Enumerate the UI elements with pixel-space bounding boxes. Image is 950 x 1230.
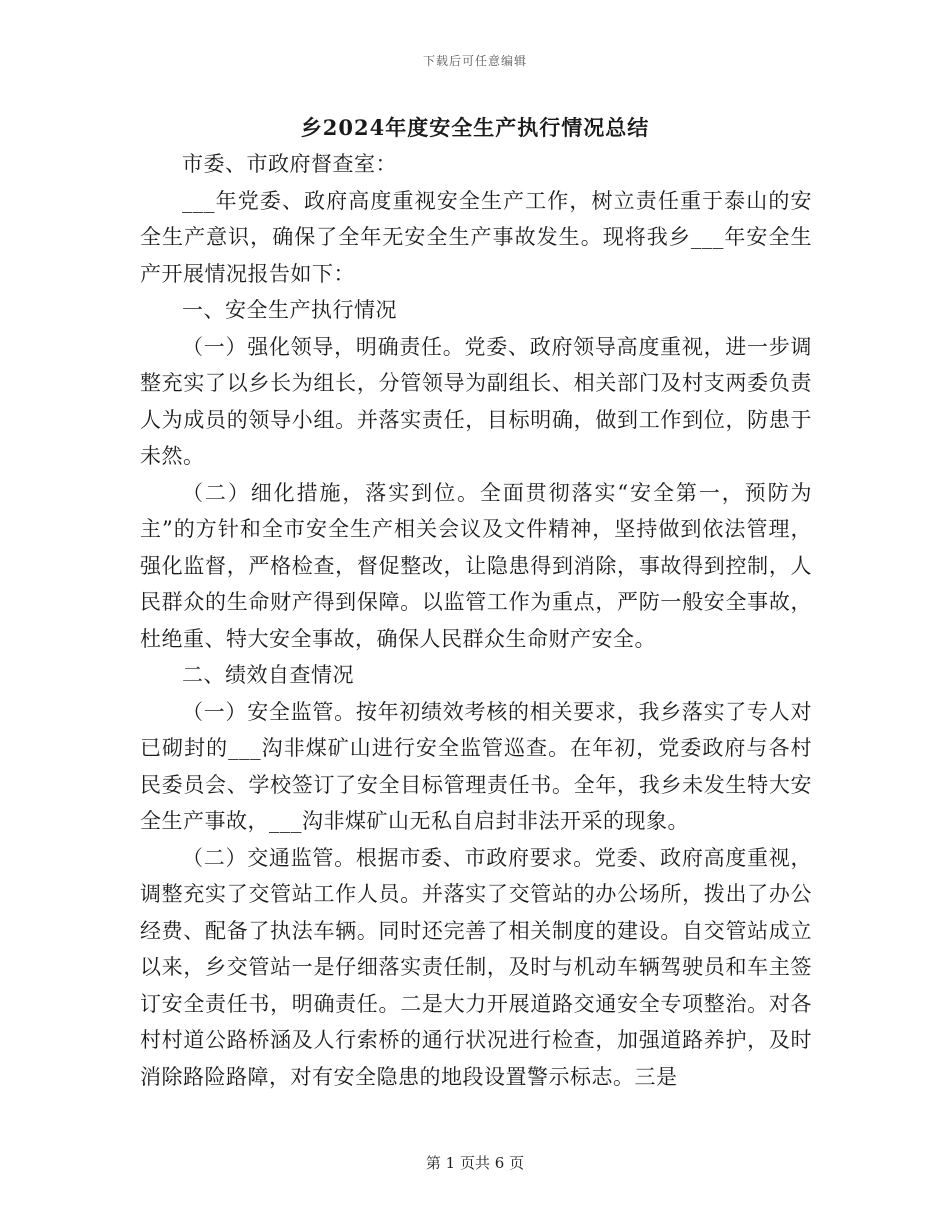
section-heading-1: 一、安全生产执行情况	[182, 298, 397, 322]
paragraph-traffic-supervision: （二）交通监管。根据市委、市政府要求。党委、政府高度重视，调整充实了交管站工作人员。并落实了交管站的办公场所，拨出了办公经费、配备了执法车辆。同时还完善了相关制度的建设。自交管站成立以来，乡交管站一是仔细落实责任制，及时与机动车辆驾驶员和车主签订安全责任书，明确责任。二是大力开展道路交通安全专项整治。对各村村道公路桥涵及人行索桥的通行状况进行检查，加强道路养护，及时消除路险路障，对有安全隐患的地段设置警示标志。三是	[140, 845, 812, 1089]
section-heading-2: 二、绩效自查情况	[182, 663, 354, 687]
paragraph-intro: ___年党委、政府高度重视安全生产工作，树立责任重于泰山的安全生产意识，确保了全年无安全生产事故发生。现将我乡___年安全生产开展情况报告如下：	[140, 188, 812, 286]
document-body	[140, 146, 812, 1095]
paragraph-safety-supervision: （一）安全监管。按年初绩效考核的相关要求，我乡落实了专人对已砌封的___沟非煤矿山进行安全监管巡查。在年初，党委政府与各村民委员会、学校签订了安全目标管理责任书。全年，我乡未发生特大安全生产事故，___沟非煤矿山无私自启封非法开采的现象。	[140, 699, 812, 833]
salutation: 市委、市政府督查室：	[182, 152, 397, 176]
paragraph-measures: （二）细化措施，落实到位。全面贯彻落实“安全第一，预防为主”的方针和全市安全生产相关会议及文件精神，坚持做到依法管理，强化监督，严格检查，督促整改，让隐患得到消除，事故得到控制，人民群众的生命财产得到保障。以监管工作为重点，严防一般安全事故，杜绝重、特大安全事故，确保人民群众生命财产安全。	[140, 480, 812, 651]
header-note: 下载后可任意编辑	[422, 54, 527, 68]
page-number: 第 1 页共 6 页	[425, 1154, 525, 1172]
paragraph-leadership: （一）强化领导，明确责任。党委、政府领导高度重视，进一步调整充实了以乡长为组长，分管领导为副组长、相关部门及村支两委负责人为成员的领导小组。并落实责任，目标明确，做到工作到位，防患于未然。	[140, 334, 812, 468]
document-title: 乡2024年度安全生产执行情况总结	[300, 115, 650, 140]
